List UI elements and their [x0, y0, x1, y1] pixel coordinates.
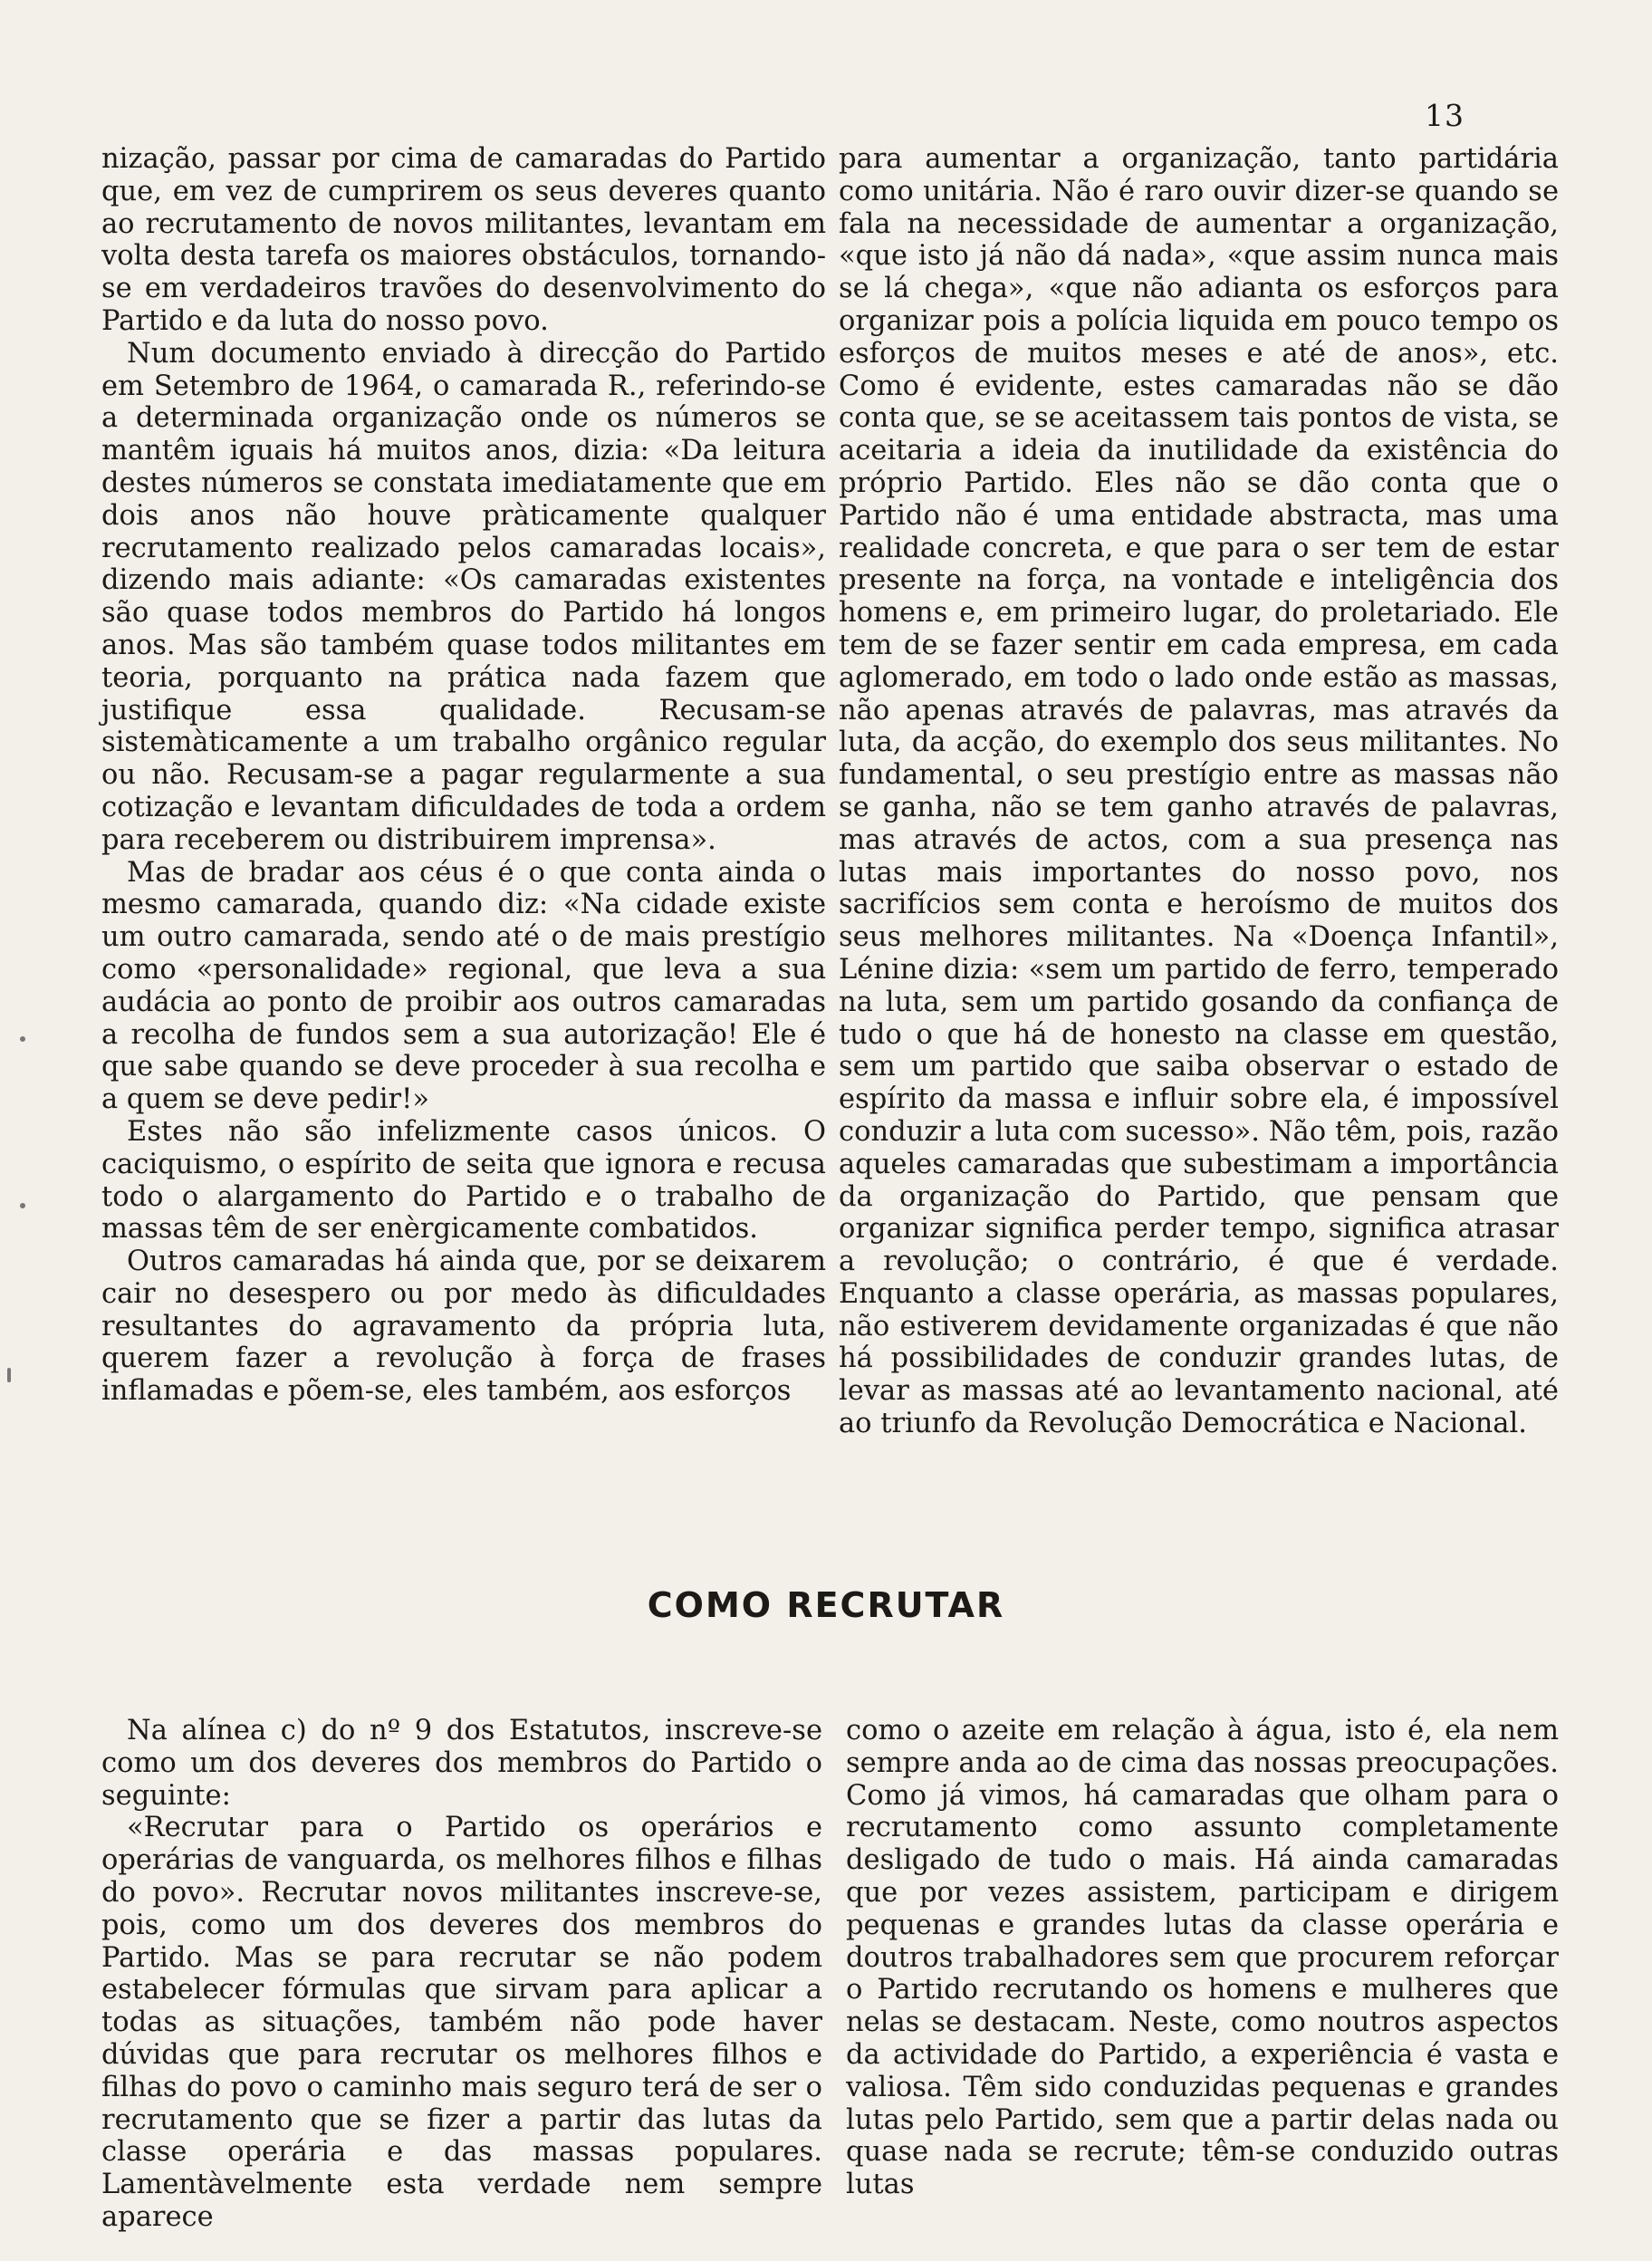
- section-title: COMO RECRUTAR: [647, 1585, 1005, 1625]
- paragraph: Na alínea c) do nº 9 dos Estatutos, inscreve-se como um dos deveres dos membros do Partido o seguinte:: [101, 1715, 822, 1812]
- top-left-column: [101, 143, 826, 1408]
- paragraph: Outros camaradas há ainda que, por se deixarem cair no desespero ou por medo às dificuldades resultantes do agravamento da própria luta, querem fazer a revolução à força de frases inflamadas e põem-se, eles também, aos esforços: [101, 1246, 826, 1408]
- paragraph: «Recrutar para o Partido os operários e operárias de vanguarda, os melhores filhos e filhas do povo». Recrutar novos militantes inscreve-se, pois, como um dos deveres dos membros do Partido. Mas se para recrutar se não podem estabelecer fórmulas que sirvam para aplicar a todas as situações, também não pode haver dúvidas que para recrutar os melhores filhos e filhas do povo o caminho mais seguro terá de ser o recrutamento que se fizer a partir das lutas da classe operária e das massas populares. Lamentàvelmente esta verdade nem sempre aparece: [101, 1812, 822, 2233]
- margin-speck: [7, 1368, 11, 1382]
- paragraph: Num documento enviado à direcção do Partido em Setembro de 1964, o camarada R., referindo-se a determinada organização onde os números se mantêm iguais há muitos anos, dizia: «Da leitura destes números se constata imediatamente que em dois anos não houve pràticamente qualquer recrutamento realizado pelos camaradas locais», dizendo mais adiante: «Os camaradas existentes são quase todos membros do Partido há longos anos. Mas são também quase todos militantes em teoria, porquanto na prática nada fazem que justifique essa qualidade. Recusam-se sistemàticamente a um trabalho orgânico regular ou não. Recusam-se a pagar regularmente a sua cotização e levantam dificuldades de toda a ordem para receberem ou distribuirem imprensa».: [101, 337, 826, 856]
- top-right-column: [839, 143, 1559, 1440]
- paragraph: nização, passar por cima de camaradas do Partido que, em vez de cumprirem os seus deveres quanto ao recrutamento de novos militantes, levantam em volta desta tarefa os maiores obstáculos, tornando-se em verdadeiros travões do desenvolvimento do Partido e da luta do nosso povo.: [101, 143, 826, 337]
- paragraph: Estes não são infelizmente casos únicos. O caciquismo, o espírito de seita que ignora e recusa todo o alargamento do Partido e o trabalho de massas têm de ser enèrgicamente combatidos.: [101, 1115, 826, 1246]
- bottom-right-column: [846, 1715, 1559, 2201]
- margin-speck: [20, 1036, 25, 1042]
- bottom-left-column: [101, 1715, 822, 2234]
- paragraph: para aumentar a organização, tanto partidária como unitária. Não é raro ouvir dizer-se quando se fala na necessidade de aumentar a organização, «que isto já não dá nada», «que assim nunca mais se lá chega», «que não adianta os esforços para organizar pois a polícia liquida em pouco tempo os esforços de muitos meses e até de anos», etc. Como é evidente, estes camaradas não se dão conta que, se se aceitassem tais pontos de vista, se aceitaria a ideia da inutilidade da existência do próprio Partido. Eles não se dão conta que o Partido não é uma entidade abstracta, mas uma realidade concreta, e que para o ser tem de estar presente na força, na vontade e inteligência dos homens e, em primeiro lugar, do proletariado. Ele tem de se fazer sentir em cada empresa, em cada aglomerado, em todo o lado onde estão as massas, não apenas através de palavras, mas através da luta, da acção, do exemplo dos seus militantes. No fundamental, o seu prestígio entre as massas não se ganha, não se tem ganho através de palavras, mas através de actos, com a sua presença nas lutas mais importantes do nosso povo, nos sacrifícios sem conta e heroísmo de muitos dos seus melhores militantes. Na «Doença Infantil», Lénine dizia: «sem um partido de ferro, temperado na luta, sem um partido gosando da confiança de tudo o que há de honesto na classe em questão, sem um partido que saiba observar o estado de espírito da massa e influir sobre ela, é impossível conduzir a luta com sucesso». Não têm, pois, razão aqueles camaradas que subestimam a importância da organização do Partido, que pensam que organizar significa perder tempo, significa atrasar a revolução; o contrário, é que é verdade. Enquanto a classe operária, as massas populares, não estiverem devidamente organizadas é que não há possibilidades de conduzir grandes lutas, de levar as massas até ao levantamento nacional, até ao triunfo da Revolução Democrática e Nacional.: [839, 143, 1559, 1440]
- margin-speck: [20, 1203, 25, 1208]
- paragraph: como o azeite em relação à água, isto é, ela nem sempre anda ao de cima das nossas preocupações. Como já vimos, há camaradas que olham para o recrutamento como assunto completamente desligado de tudo o mais. Há ainda camaradas que por vezes assistem, participam e dirigem pequenas e grandes lutas da classe operária e doutros trabalhadores sem que procurem reforçar o Partido recrutando os homens e mulheres que nelas se destacam. Neste, como noutros aspectos da actividade do Partido, a experiência é vasta e valiosa. Têm sido conduzidas pequenas e grandes lutas pelo Partido, sem que a partir delas nada ou quase nada se recrute; têm-se conduzido outras lutas: [846, 1715, 1559, 2201]
- paragraph: Mas de bradar aos céus é o que conta ainda o mesmo camarada, quando diz: «Na cidade existe um outro camarada, sendo até o de mais prestígio como «personalidade» regional, que leva a sua audácia ao ponto de proibir aos outros camaradas a recolha de fundos sem a sua autorização! Ele é que sabe quando se deve proceder à sua recolha e a quem se deve pedir!»: [101, 856, 826, 1116]
- page-number: 13: [1425, 98, 1465, 133]
